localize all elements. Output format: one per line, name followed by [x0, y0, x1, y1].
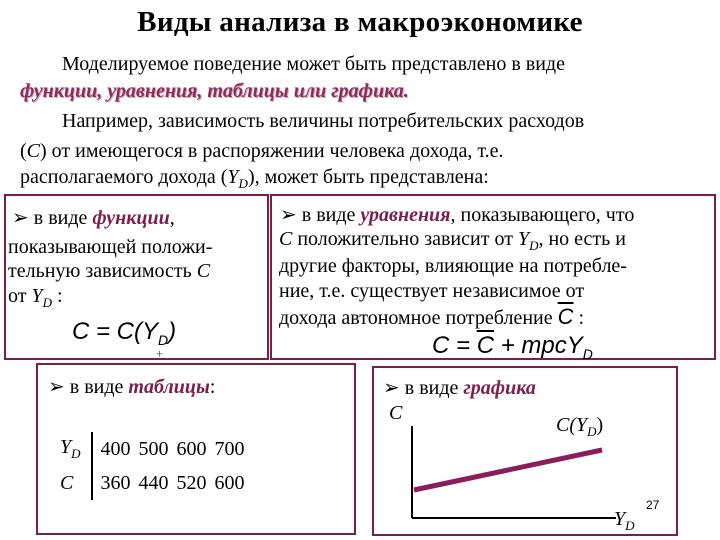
function-box-line-3: тельную зависимость C [8, 260, 211, 282]
page-title: Виды анализа в макроэкономике [137, 6, 583, 38]
intro-line-5: располагаемого дохода $(Y_D)$, может быть представлена: [20, 166, 489, 191]
equation-box-heading: ➢ в виде уравнения, показывающего, что [280, 202, 635, 226]
data-table [56, 432, 249, 500]
table-cell: 520 [176, 471, 207, 494]
formula-artifact-plus: + [156, 346, 164, 361]
table-box-heading: ➢ в виде таблицы: [48, 374, 216, 398]
equation-formula: $C = \overline{C}$ + mpcY$_D$ [432, 332, 593, 362]
row-label-yd: $Y_D$ [56, 432, 92, 466]
intro-line-1: Моделируемое поведение может быть представлено в виде [62, 53, 565, 75]
function-box-line-2: показывающей положи- [8, 236, 213, 258]
arrow-bullet-icon: ➢ [12, 205, 29, 229]
function-box-line-4: от $Y_D$ : [8, 285, 63, 310]
graph-curve-label: $C(Y_D)$ [556, 414, 604, 439]
table-cell: 500 [138, 437, 169, 460]
equation-box-line-4: ние, т.е. существует независимое от [279, 280, 585, 302]
graph-y-axis-label: C [389, 402, 403, 424]
function-box-heading: ➢ в виде функции, [12, 205, 175, 229]
graph-x-axis-label: $Y_D$ [614, 508, 635, 533]
arrow-bullet-icon: ➢ [48, 374, 65, 398]
equation-box-line-2: C положительно зависит от $Y_D$, но есть и [279, 228, 626, 253]
equation-box-line-3: другие факторы, влияющие на потребле- [279, 255, 627, 277]
consumption-line [414, 450, 602, 490]
function-formula: $C = C(Y_D)$ [72, 318, 177, 348]
table-cell: 700 [214, 437, 245, 460]
intro-line-3: Например, зависимость величины потребительских расходов [62, 110, 585, 132]
table-cell: 600 [214, 471, 245, 494]
table-cell: 600 [176, 437, 207, 460]
table-cell: 400 [100, 437, 131, 460]
row-label-c: C [56, 466, 92, 500]
table-row [56, 432, 249, 466]
table-cell: 440 [138, 471, 169, 494]
table-row [56, 466, 249, 500]
intro-line-2: функции, уравнения, таблицы или графика. [20, 80, 409, 102]
table-cell: 360 [100, 471, 131, 494]
equation-box-line-5: дохода автономное потребление $\overline{C}$ : [279, 304, 585, 329]
graph-box-heading: ➢ в виде графика [383, 375, 536, 399]
arrow-bullet-icon: ➢ [383, 375, 400, 399]
intro-line-4: (C) от имеющегося в распоряжении человека дохода, т.е. [20, 140, 504, 162]
arrow-bullet-icon: ➢ [280, 202, 297, 226]
page-number: 27 [646, 498, 660, 512]
